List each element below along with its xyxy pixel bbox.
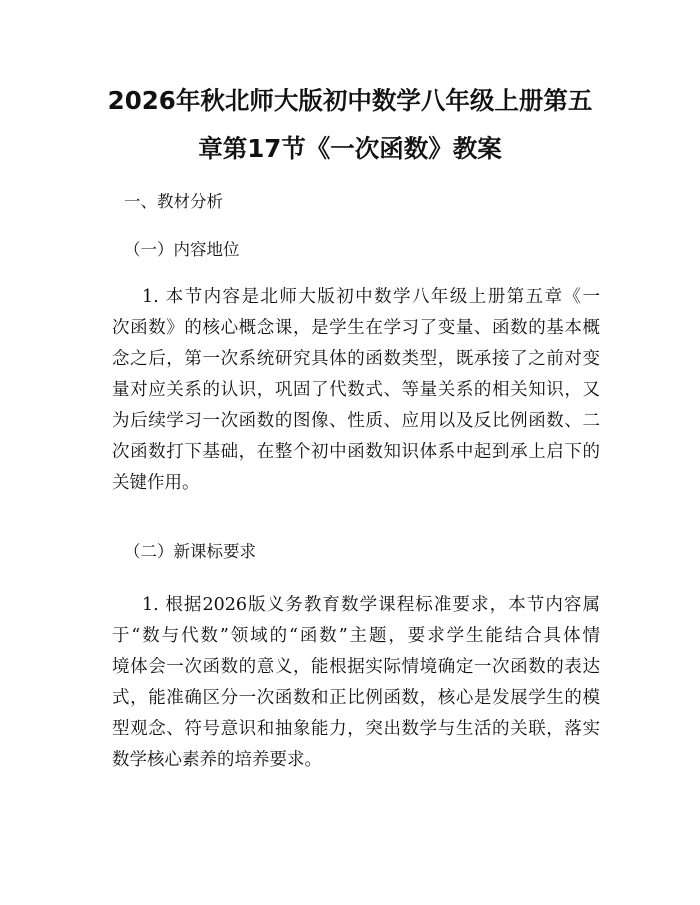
paragraph-line: 为后续学习一次函数的图像、性质、应用以及反比例函数、二 (112, 411, 600, 431)
paragraph-line: 1. 根据2026版义务教育数学课程标准要求，本节内容属 (142, 595, 600, 615)
paragraph-line: 关键作用。 (112, 473, 200, 493)
paragraph-content-position (112, 282, 600, 499)
paragraph-line: 式，能准确区分一次函数和正比例函数，核心是发展学生的模 (112, 688, 600, 708)
paragraph-line: 型观念、符号意识和抽象能力，突出数学与生活的关联，落实 (112, 719, 600, 739)
paragraph-curriculum-requirements (112, 590, 600, 776)
paragraph-line: 念之后，第一次系统研究具体的函数类型，既承接了之前对变 (112, 349, 600, 369)
subsection-heading-content-position: （一）内容地位 (124, 240, 240, 259)
paragraph-line: 数学核心素养的培养要求。 (112, 750, 322, 770)
section-heading-textbook-analysis: 一、教材分析 (124, 192, 223, 211)
document-title-line-2: 章第17节《一次函数》教案 (198, 134, 502, 163)
subsection-heading-curriculum-requirements: （二）新课标要求 (124, 542, 256, 561)
paragraph-line: 次函数打下基础，在整个初中函数知识体系中起到承上启下的 (112, 442, 600, 462)
paragraph-line: 次函数》的核心概念课，是学生在学习了变量、函数的基本概 (112, 318, 600, 338)
paragraph-line: 量对应关系的认识，巩固了代数式、等量关系的相关知识，又 (112, 380, 600, 400)
document-title-line-1: 2026年秋北师大版初中数学八年级上册第五 (107, 86, 593, 115)
paragraph-line: 境体会一次函数的意义，能根据实际情境确定一次函数的表达 (112, 657, 600, 677)
paragraph-line: 1. 本节内容是北师大版初中数学八年级上册第五章《一 (142, 287, 600, 307)
paragraph-line: 于“数与代数”领域的“函数”主题，要求学生能结合具体情 (112, 626, 600, 646)
